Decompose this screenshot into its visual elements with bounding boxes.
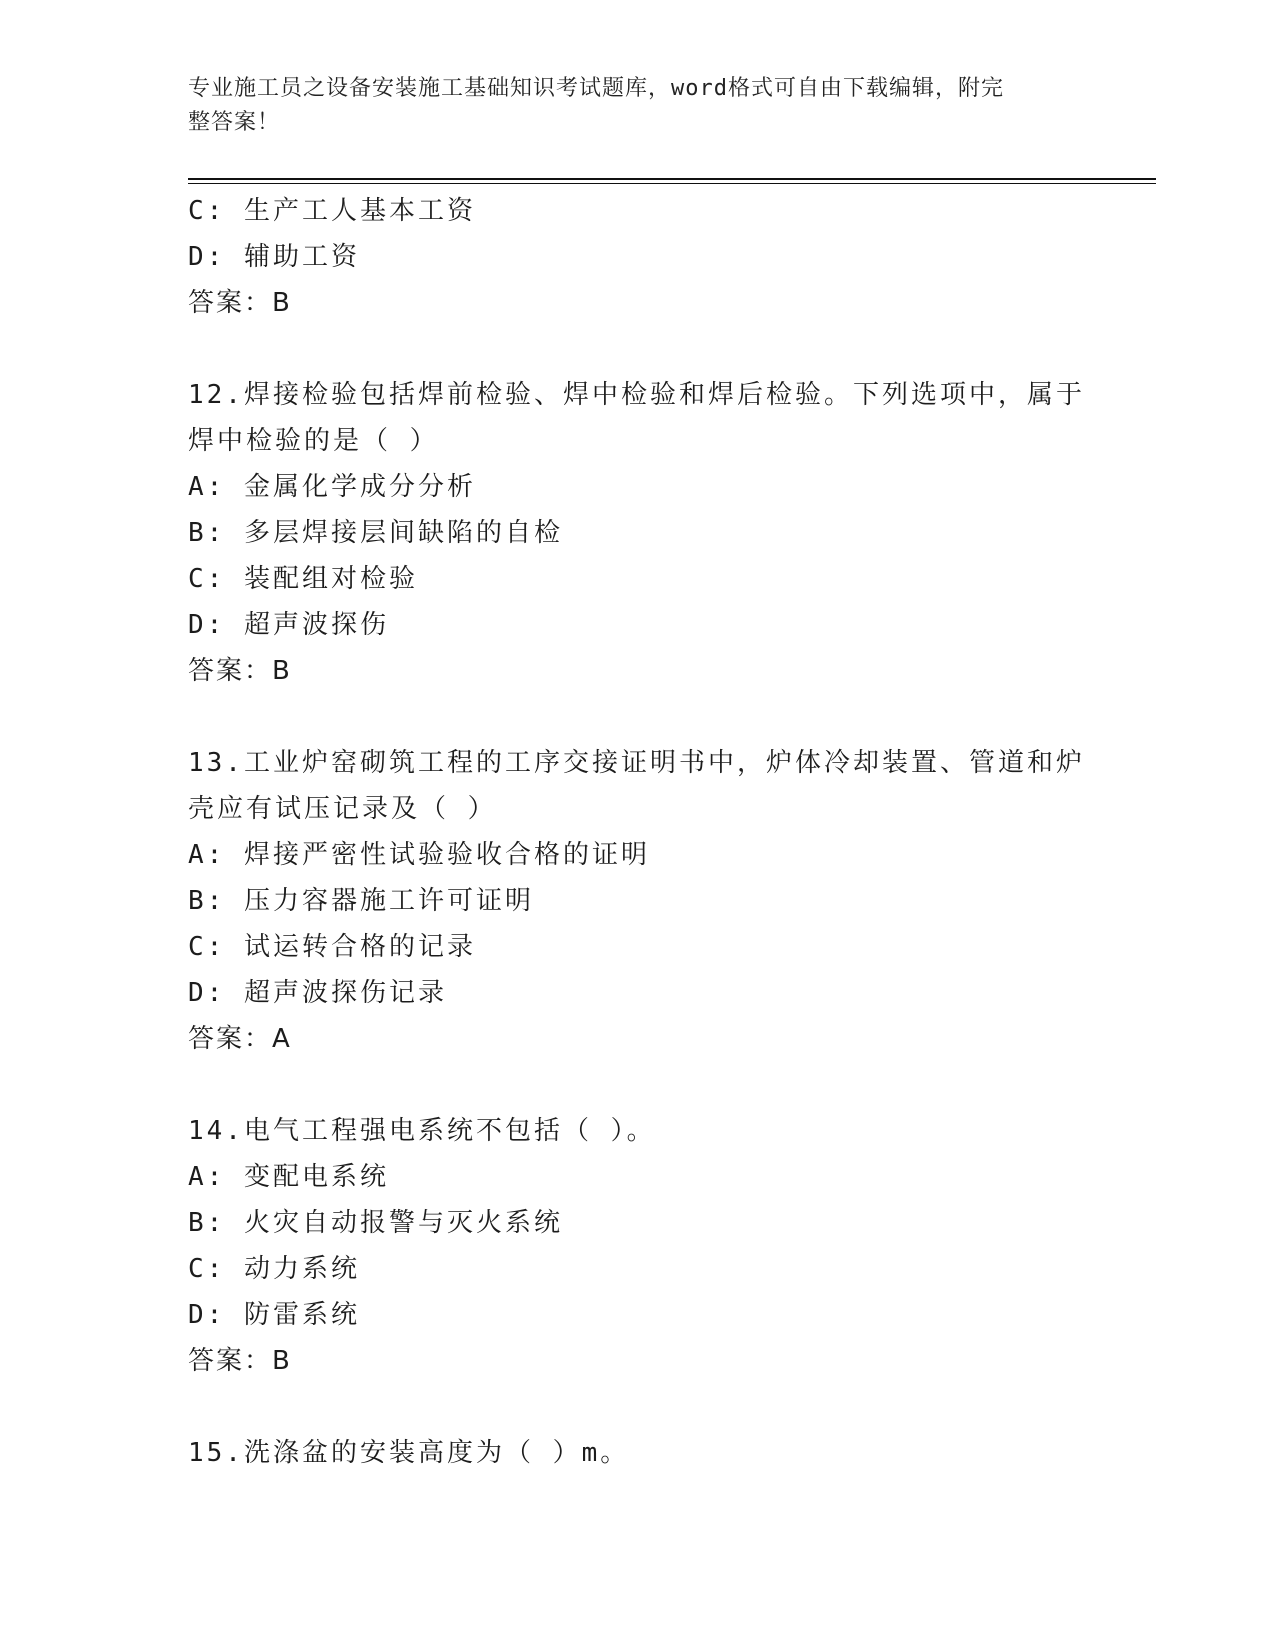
question-12 — [188, 372, 1088, 694]
q14-option-c: C: 动力系统 — [188, 1254, 360, 1284]
spacer — [188, 326, 1088, 372]
q13-option-d: D: 超声波探伤记录 — [188, 978, 447, 1008]
question-14 — [188, 1108, 1088, 1384]
question-11 — [188, 188, 1088, 326]
header-line-1: 专业施工员之设备安装施工基础知识考试题库，word格式可自由下载编辑，附完 — [188, 76, 1004, 101]
spacer — [188, 1062, 1088, 1108]
question-13 — [188, 740, 1088, 1062]
document-header — [188, 72, 1068, 140]
q12-question-line-2: 焊中检验的是（ ） — [188, 426, 439, 456]
q11-option-c: C: 生产工人基本工资 — [188, 196, 476, 226]
header-line-2: 整答案！ — [188, 110, 281, 135]
q13-answer: 答案：A — [188, 1024, 292, 1054]
q12-option-a: A: 金属化学成分分析 — [188, 472, 476, 502]
header-rule-thin — [188, 183, 1156, 184]
spacer — [188, 1384, 1088, 1430]
q14-answer: 答案：B — [188, 1346, 292, 1376]
question-15 — [188, 1430, 1088, 1476]
q13-option-b: B: 压力容器施工许可证明 — [188, 886, 534, 916]
q12-answer: 答案：B — [188, 656, 292, 686]
q13-option-a: A: 焊接严密性试验验收合格的证明 — [188, 840, 650, 870]
q11-option-d: D: 辅助工资 — [188, 242, 360, 272]
q13-question-line-2: 壳应有试压记录及（ ） — [188, 794, 497, 824]
q12-option-b: B: 多层焊接层间缺陷的自检 — [188, 518, 563, 548]
question-list — [188, 188, 1088, 1476]
q12-question-line-1: 12.焊接检验包括焊前检验、焊中检验和焊后检验。下列选项中，属于 — [188, 380, 1085, 410]
q11-answer: 答案：B — [188, 288, 292, 318]
q14-question-line-1: 14.电气工程强电系统不包括（ ）。 — [188, 1116, 656, 1146]
q14-option-b: B: 火灾自动报警与灭火系统 — [188, 1208, 563, 1238]
spacer — [188, 694, 1088, 740]
q12-option-c: C: 装配组对检验 — [188, 564, 418, 594]
q14-option-a: A: 变配电系统 — [188, 1162, 389, 1192]
q14-option-d: D: 防雷系统 — [188, 1300, 360, 1330]
q13-option-c: C: 试运转合格的记录 — [188, 932, 476, 962]
q12-option-d: D: 超声波探伤 — [188, 610, 389, 640]
q13-question-line-1: 13.工业炉窑砌筑工程的工序交接证明书中，炉体冷却装置、管道和炉 — [188, 748, 1085, 778]
q15-question-line-1: 15.洗涤盆的安装高度为（ ）m。 — [188, 1438, 630, 1468]
header-rule-thick — [188, 178, 1156, 180]
